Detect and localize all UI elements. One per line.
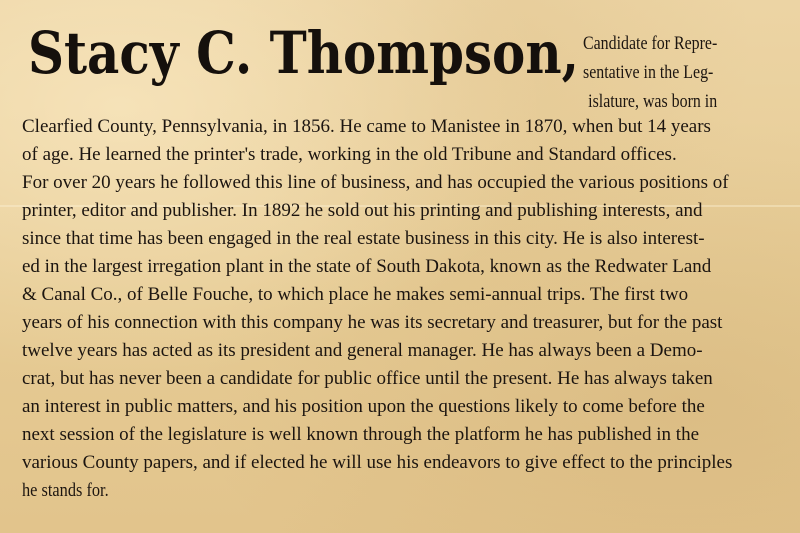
- intro-line: sentative in the Leg-: [583, 63, 714, 83]
- body-line: twelve years has acted as its president and general manager. He has always been a Demo-: [22, 340, 703, 361]
- body-line: For over 20 years he followed this line of business, and has occupied the various positions of: [22, 172, 729, 193]
- body-line: years of his connection with this company he was its secretary and treasurer, but for the past: [22, 312, 723, 333]
- body-line: Clearfied County, Pennsylvania, in 1856. He came to Manistee in 1870, when but 14 years: [22, 116, 711, 137]
- body-line: crat, but has never been a candidate for public office until the present. He has always taken: [22, 368, 713, 389]
- body-line: & Canal Co., of Belle Fouche, to which place he makes semi-annual trips. The first two: [22, 284, 689, 305]
- body-line: he stands for.: [22, 480, 109, 501]
- body-line: next session of the legislature is well known through the platform he has published in the: [22, 424, 700, 445]
- candidate-name-heading: Stacy C. Thompson,: [28, 19, 579, 87]
- intro-text-block: [583, 30, 783, 117]
- body-line: various County papers, and if elected he will use his endeavors to give effect to the principles: [22, 452, 733, 473]
- body-line: printer, editor and publisher. In 1892 he sold out his printing and publishing interests, and: [22, 200, 703, 221]
- intro-line: islature, was born in: [588, 92, 718, 112]
- body-line: since that time has been engaged in the real estate business in this city. He is also interest-: [22, 228, 705, 249]
- body-line: of age. He learned the printer's trade, working in the old Tribune and Standard offices.: [22, 144, 677, 165]
- body-line: ed in the largest irregation plant in the state of South Dakota, known as the Redwater Land: [22, 256, 712, 277]
- intro-line: Candidate for Repre-: [583, 34, 718, 54]
- body-line: an interest in public matters, and his position upon the questions likely to come before the: [22, 396, 705, 417]
- biography-paragraph: [22, 113, 782, 505]
